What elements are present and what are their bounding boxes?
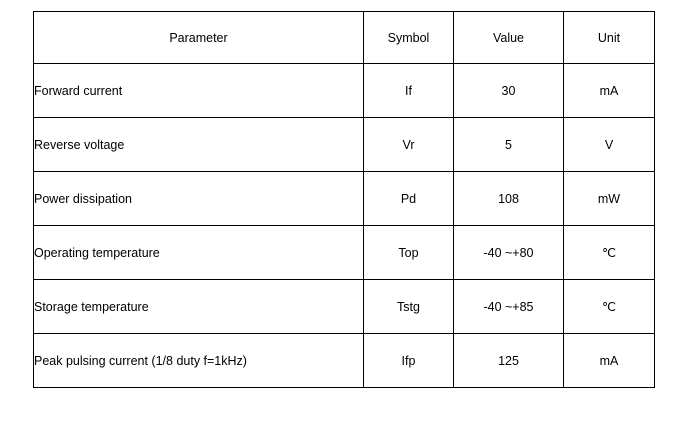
cell-unit: ℃ [564,280,655,334]
cell-unit: mW [564,172,655,226]
column-header-value: Value [454,12,564,64]
table-row [34,64,655,118]
cell-unit: mA [564,334,655,388]
cell-parameter: Operating temperature [34,226,364,280]
cell-value: 125 [454,334,564,388]
absolute-maximum-ratings-table [33,11,655,388]
column-header-parameter: Parameter [34,12,364,64]
table-header [34,12,655,64]
cell-value: 108 [454,172,564,226]
cell-parameter: Storage temperature [34,280,364,334]
table-header-row [34,12,655,64]
table-row [34,172,655,226]
cell-unit: ℃ [564,226,655,280]
table-body [34,64,655,388]
cell-value: -40 ~+85 [454,280,564,334]
cell-value: 30 [454,64,564,118]
cell-symbol: If [364,64,454,118]
cell-unit: mA [564,64,655,118]
cell-value: 5 [454,118,564,172]
table-row [34,118,655,172]
table-row [34,280,655,334]
table-row [34,334,655,388]
cell-symbol: Pd [364,172,454,226]
cell-value: -40 ~+80 [454,226,564,280]
cell-unit: V [564,118,655,172]
cell-parameter: Forward current [34,64,364,118]
cell-parameter: Power dissipation [34,172,364,226]
cell-symbol: Ifp [364,334,454,388]
cell-symbol: Vr [364,118,454,172]
cell-symbol: Top [364,226,454,280]
table-row [34,226,655,280]
cell-parameter: Reverse voltage [34,118,364,172]
column-header-unit: Unit [564,12,655,64]
column-header-symbol: Symbol [364,12,454,64]
cell-parameter: Peak pulsing current (1/8 duty f=1kHz) [34,334,364,388]
cell-symbol: Tstg [364,280,454,334]
